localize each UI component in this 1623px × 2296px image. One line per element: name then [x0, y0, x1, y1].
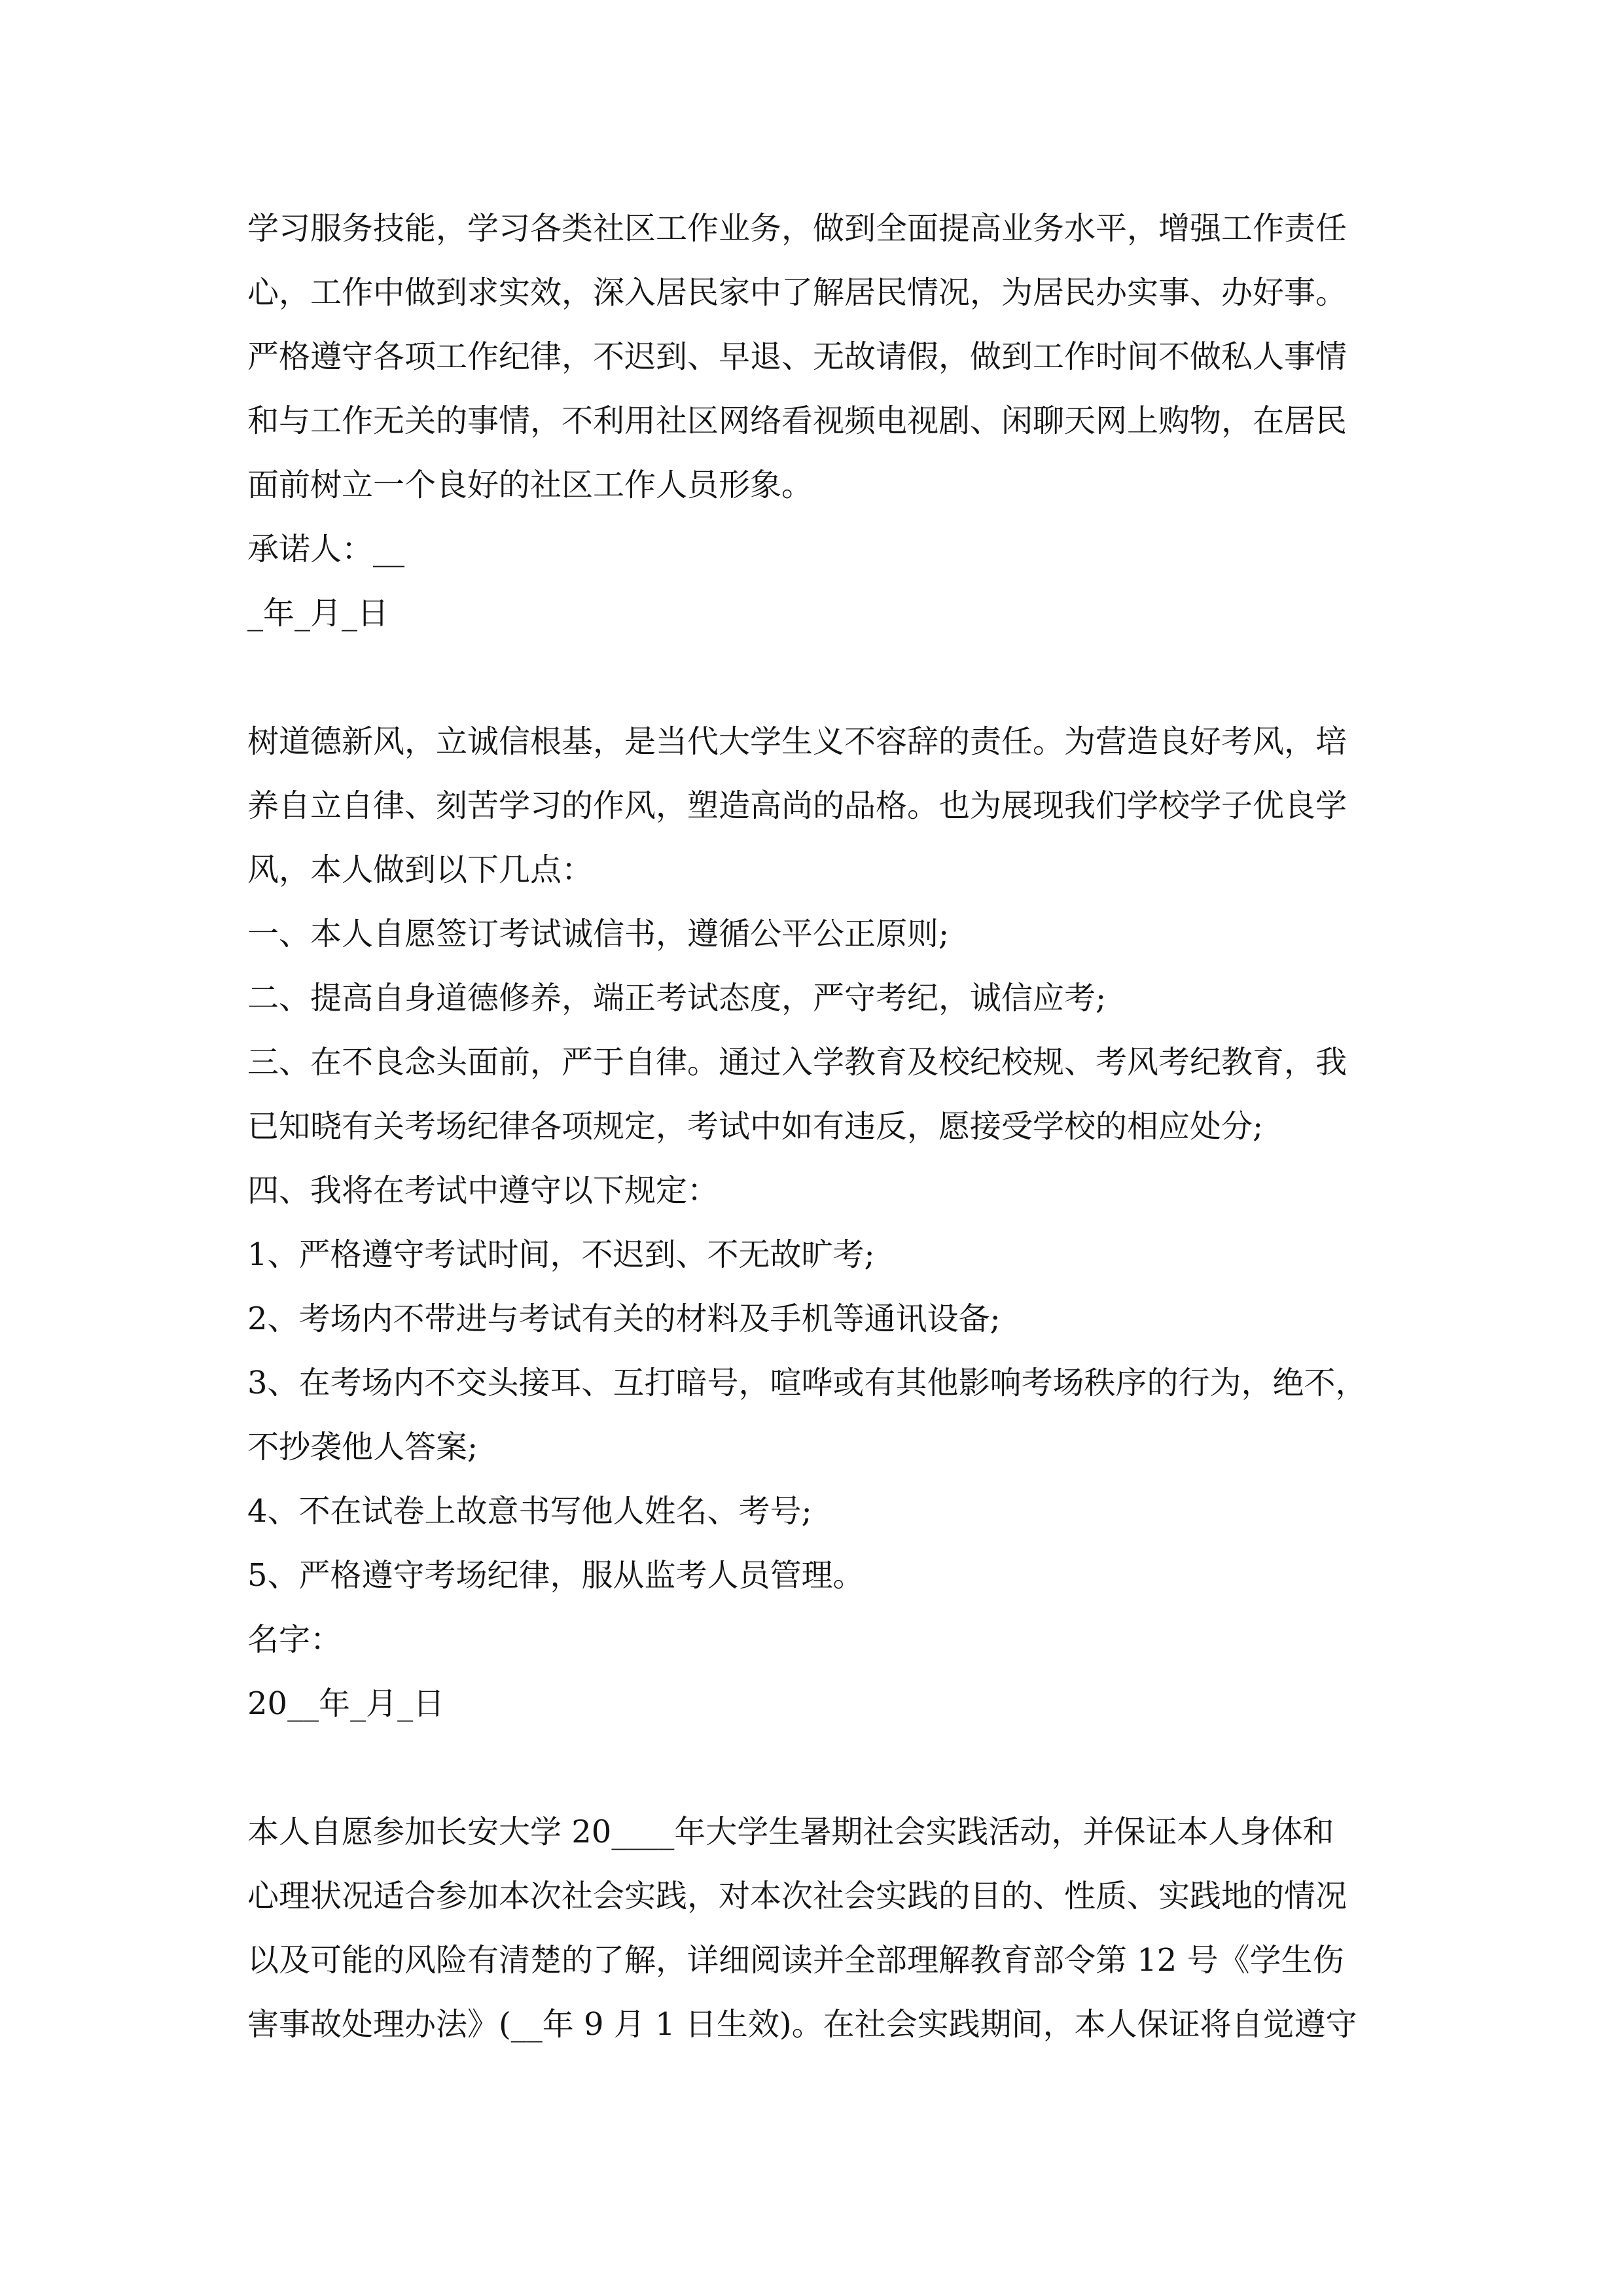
list-item: 一、本人自愿签订考试诚信书，遵循公平公正原则; [247, 916, 950, 952]
rule-item: 5、严格遵守考场纪律，服从监考人员管理。 [247, 1557, 865, 1594]
list-item: 四、我将在考试中遵守以下规定： [247, 1172, 719, 1209]
paragraph-line: 学习服务技能，学习各类社区工作业务，做到全面提高业务水平，增强工作责任 [247, 210, 1347, 247]
document-body [247, 196, 1399, 2056]
section-exam-integrity [247, 709, 1399, 1736]
paragraph-line: 严格遵守各项工作纪律，不迟到、早退、无故请假，做到工作时间不做私人事情 [247, 338, 1347, 375]
signer-line: 承诺人：__ [247, 531, 405, 567]
paragraph-line: 心，工作中做到求实效，深入居民家中了解居民情况，为居民办实事、办好事。 [247, 274, 1347, 311]
rule-item: 1、严格遵守考试时间，不迟到、不无故旷考; [247, 1236, 875, 1273]
paragraph-line: 风，本人做到以下几点： [247, 852, 594, 888]
rule-item-continuation: 不抄袭他人答案; [247, 1429, 478, 1465]
paragraph-line: 害事故处理办法》(__年 9 月 1 日生效)。在社会实践期间，本人保证将自觉遵守 [247, 2006, 1357, 2043]
date-line: _年_月_日 [247, 595, 389, 632]
rule-item: 4、不在试卷上故意书写他人姓名、考号; [247, 1493, 812, 1530]
paragraph-line: 心理状况适合参加本次社会实践，对本次社会实践的目的、性质、实践地的情况 [247, 1878, 1347, 1914]
list-item: 三、在不良念头面前，严于自律。通过入学教育及校纪校规、考风考纪教育，我 [247, 1044, 1347, 1081]
paragraph-line: 以及可能的风险有清楚的了解，详细阅读并全部理解教育部令第 12 号《学生伤 [247, 1942, 1344, 1979]
list-item: 二、提高自身道德修养，端正考试态度，严守考纪，诚信应考; [247, 980, 1107, 1016]
paragraph-line: 和与工作无关的事情，不利用社区网络看视频电视剧、闲聊天网上购物，在居民 [247, 403, 1347, 439]
section-gap [247, 1736, 1399, 1800]
paragraph-line: 面前树立一个良好的社区工作人员形象。 [247, 467, 813, 503]
name-line: 名字： [247, 1621, 342, 1658]
rule-item: 2、考场内不带进与考试有关的材料及手机等通讯设备; [247, 1300, 1001, 1337]
paragraph-line: 养自立自律、刻苦学习的作风，塑造高尚的品格。也为展现我们学校学子优良学 [247, 787, 1347, 824]
section-community-pledge [247, 196, 1399, 645]
section-social-practice [247, 1800, 1399, 2056]
paragraph-line: 树道德新风，立诚信根基，是当代大学生义不容辞的责任。为营造良好考风，培 [247, 723, 1347, 760]
date-line: 20__年_月_日 [247, 1685, 445, 1722]
list-item-continuation: 已知晓有关考场纪律各项规定，考试中如有违反，愿接受学校的相应处分; [247, 1108, 1264, 1145]
rule-item: 3、在考场内不交头接耳、互打暗号，喧哗或有其他影响考场秩序的行为，绝不， [247, 1365, 1367, 1401]
section-gap [247, 645, 1399, 709]
paragraph-line: 本人自愿参加长安大学 20____年大学生暑期社会实践活动，并保证本人身体和 [247, 1814, 1334, 1850]
